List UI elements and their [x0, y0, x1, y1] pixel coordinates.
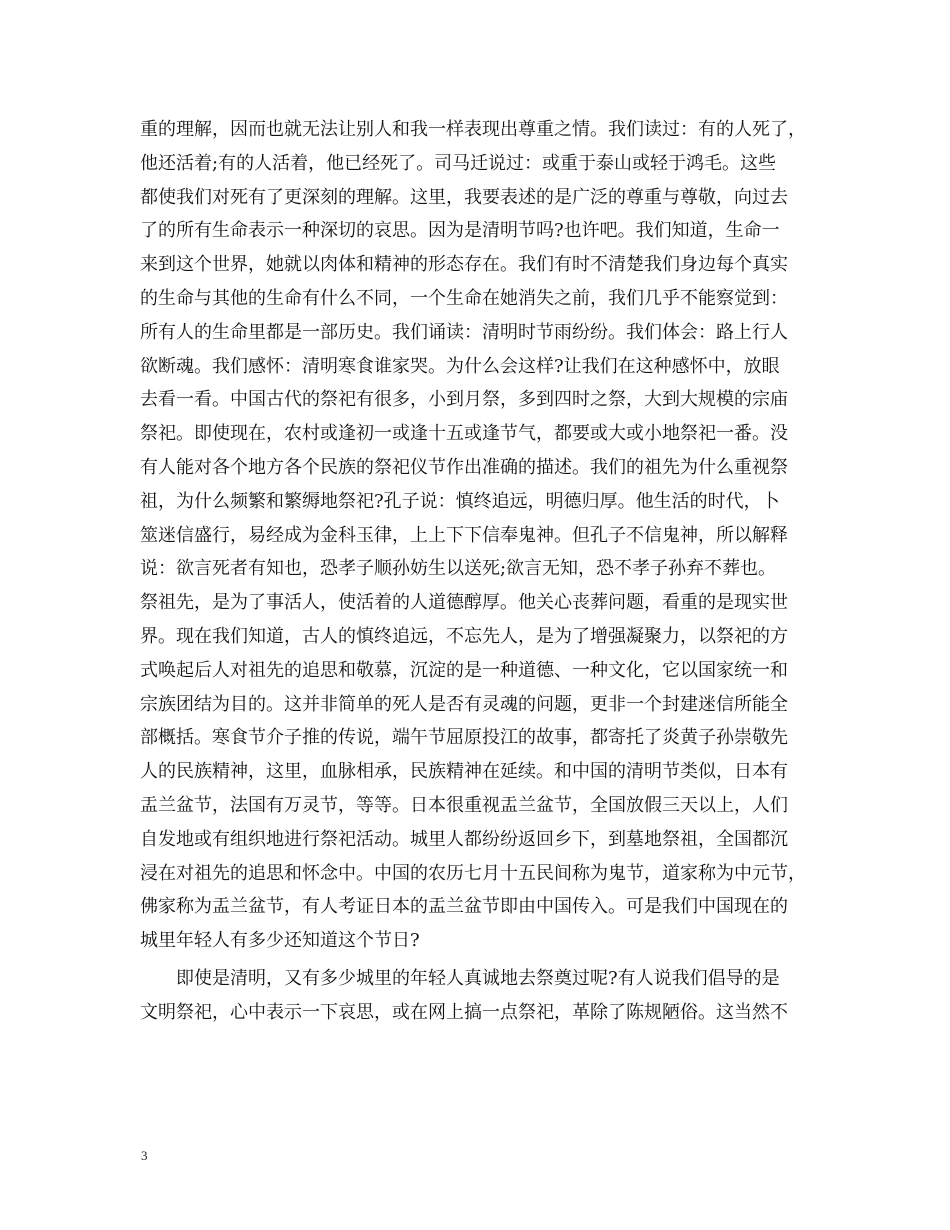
- text-line: 人的民族精神，这里，血脉相承，民族精神在延续。和中国的清明节类似，日本有: [140, 761, 788, 783]
- text-line: 式唤起后人对祖先的追思和敬慕，沉淀的是一种道德、一种文化，它以国家统一和: [140, 659, 788, 681]
- paragraph-2: [140, 962, 830, 1030]
- text-line: 他还活着;有的人活着，他已经死了。司马迁说过：或重于泰山或轻于鸿毛。这些: [140, 152, 777, 174]
- text-line: 界。现在我们知道，古人的慎终追远，不忘先人，是为了增强凝聚力，以祭祀的方: [140, 625, 788, 647]
- text-line: 说：欲言死者有知也，恐孝子顺孙妨生以送死;欲言无知，恐不孝子孙弃不葬也。: [140, 558, 777, 580]
- page-number: 3: [141, 1148, 148, 1163]
- text-line: 佛家称为盂兰盆节，有人考证日本的盂兰盆节即由中国传入。可是我们中国现在的: [140, 896, 788, 918]
- text-line: 自发地或有组织地进行祭祀活动。城里人都纷纷返回乡下，到墓地祭祖，全国都沉: [140, 828, 788, 850]
- text-line: 来到这个世界，她就以肉体和精神的形态存在。我们有时不清楚我们身边每个真实: [140, 254, 788, 276]
- text-line: 城里年轻人有多少还知道这个节日?: [140, 930, 420, 952]
- text-line: 重的理解，因而也就无法让别人和我一样表现出尊重之情。我们读过：有的人死了，: [140, 119, 806, 140]
- text-line: 盂兰盆节，法国有万灵节，等等。日本很重视盂兰盆节，全国放假三天以上，人们: [140, 794, 788, 816]
- text-line: 部概括。寒食节介子推的传说，端午节屈原投江的故事，都寄托了炎黄子孙崇敬先: [140, 727, 788, 749]
- text-line: 筮迷信盛行，易经成为金科玉律，上上下下信奉鬼神。但孔子不信鬼神，所以解释: [140, 524, 788, 546]
- text-line: 去看一看。中国古代的祭祀有很多，小到月祭，多到四时之祭，大到大规模的宗庙: [140, 389, 788, 411]
- text-line: 祭祀。即使现在，农村或逢初一或逢十五或逢节气，都要或大或小地祭祀一番。没: [140, 423, 788, 445]
- text-line: 有人能对各个地方各个民族的祭祀仪节作出准确的描述。我们的祖先为什么重视祭: [140, 456, 788, 478]
- text-line: 了的所有生命表示一种深切的哀思。因为是清明节吗?也许吧。我们知道，生命一: [140, 220, 780, 242]
- text-line: 宗族团结为目的。这并非简单的死人是否有灵魂的问题，更非一个封建迷信所能全: [140, 693, 788, 715]
- text-line: 都使我们对死有了更深刻的理解。这里，我要表述的是广泛的尊重与尊敬，向过去: [140, 186, 788, 208]
- text-line: 祖，为什么频繁和繁缛地祭祀?孔子说：慎终追远，明德归厚。他生活的时代，卜: [140, 490, 780, 512]
- text-line: 的生命与其他的生命有什么不同，一个生命在她消失之前，我们几乎不能察觉到：: [140, 287, 788, 309]
- body-text: [140, 113, 830, 1030]
- text-line: 所有人的生命里都是一部历史。我们诵读：清明时节雨纷纷。我们体会：路上行人: [140, 321, 788, 343]
- text-line: 祭祖先，是为了事活人，使活着的人道德醇厚。他关心丧葬问题，看重的是现实世: [140, 592, 788, 614]
- text-line: 即使是清明，又有多少城里的年轻人真诚地去祭奠过呢?有人说我们倡导的是: [176, 967, 780, 989]
- text-line: 文明祭祀，心中表示一下哀思，或在网上搞一点祭祀，革除了陈规陋俗。这当然不: [140, 1001, 788, 1023]
- paragraph-1: [140, 113, 830, 958]
- text-line: 浸在对祖先的追思和怀念中。中国的农历七月十五民间称为鬼节，道家称为中元节，: [140, 862, 806, 884]
- text-line: 欲断魂。我们感怀：清明寒食谁家哭。为什么会这样?让我们在这种感怀中，放眼: [140, 355, 780, 377]
